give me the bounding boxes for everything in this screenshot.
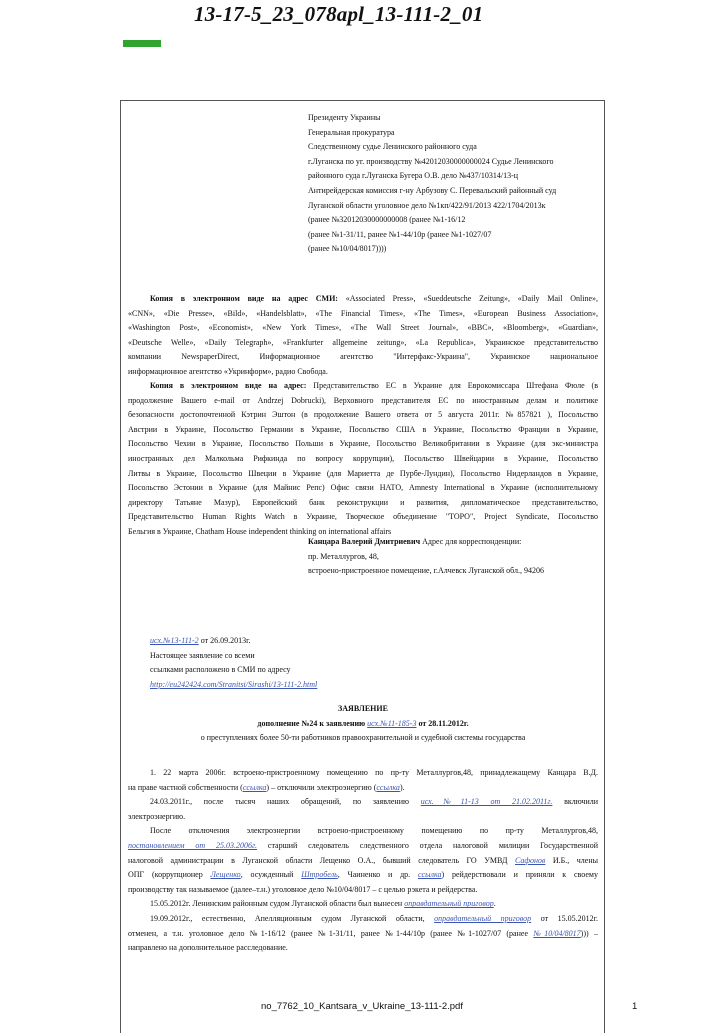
copy-embassies-line: директору Татьяне Мазур), Европейский банк реконструкции и развития, дипломатическое представительство,: [128, 497, 598, 507]
address-line: районного суда г.Луганска Бугера О.В. дело №437/10314/13-ц: [308, 171, 519, 181]
copy-media-line: [128, 292, 598, 307]
copy-media-line: «Deutsche Welle», «Daily Telegraph», «Frankfurter allgemeine zeitung», «La Republica», Украинское представительство: [128, 337, 598, 347]
address-line: Следственному судье Ленинского районного суда: [308, 142, 477, 152]
body-text: И.Б., члены: [545, 855, 599, 865]
copy-embassies-lead: Копия в электронном виде на адрес:: [150, 381, 307, 390]
body-text: включили: [552, 797, 598, 807]
copy-embassies-text: Представительство ЕС в Украине для Еврокомиссара Штефана Фюле (в: [306, 381, 598, 390]
green-tag[interactable]: [123, 40, 161, 47]
copy-media-lead: Копия в электронном виде на адрес СМИ:: [150, 294, 338, 303]
reference-link[interactable]: исх.№13-111-2: [150, 636, 199, 645]
copy-embassies-line: Литвы в Украине, Посольство Швеции в Украине (для Мариетта де Пурбе-Лундин), Посольство Нидерландов в Украине,: [128, 468, 598, 478]
address-line: Генеральная прокуратура: [308, 127, 395, 137]
body-line: [128, 927, 598, 942]
body-text: .: [493, 899, 496, 909]
copy-media-line: информационное агентство «Укринформ», радио Свобода.: [128, 366, 328, 376]
body-text: 19.09.2012г., естественно, Апелляционным судом Луганской области,: [150, 913, 435, 923]
copy-embassies-line: Бельгия в Украине, Chatham House independent thinking on international affairs: [128, 526, 392, 536]
statement-sub-link[interactable]: исх.№11-185-3: [367, 718, 417, 728]
sender-name-line: [308, 535, 598, 550]
body-link[interactable]: Лещенко: [210, 870, 241, 880]
copy-media-block: [128, 292, 598, 380]
body-link[interactable]: оправдательный приговор: [404, 899, 494, 909]
copy-embassies-block: [128, 379, 598, 540]
copy-embassies-line: Посольство Чехии в Украине, Посольство Польши в Украине, Посольство Великобритании в Украине (для экс-министра: [128, 439, 598, 449]
reference-block: [150, 634, 480, 692]
footer-page-number: 1: [632, 1001, 638, 1012]
reference-text: ссылками расположено в СМИ по адресу: [150, 665, 291, 675]
address-line: Президенту Украины: [308, 113, 381, 122]
copy-media-line: «Washington Post», «Economist», «New York Times», «The Wall Street Journal», «BBC», «Bloomberg», «Guardian»,: [128, 323, 598, 333]
reference-date: от 26.09.2013г.: [198, 636, 251, 645]
copy-media-line: «CNN», «Die Presse», «Bild», «Handelsblatt», «The Financial Times», «The Times», «European Business Association»,: [128, 308, 598, 318]
copy-embassies-line: [128, 379, 598, 394]
body-link[interactable]: ссылка: [242, 782, 267, 792]
body-text: ) рейдерствовали и приняли к своему: [441, 870, 598, 880]
copy-embassies-line: Посольство Эстонии в Украине (для Майнис Репс) Офис связи НАТО, Amnesty International в Украине (исполнительному: [128, 483, 598, 493]
body-line: [128, 868, 598, 883]
body-line: После отключения электроэнергии встроено-пристроенному помещению по пр-ту Металлургов,48,: [150, 826, 598, 836]
reference-line: [150, 634, 480, 649]
address-line: г.Луганска по уг. производству №42012030000000024 Судье Ленинского: [308, 156, 554, 166]
address-line: (ранее №10/04/8017)))): [308, 244, 387, 254]
statement-subheading: [128, 717, 598, 732]
body-line: [128, 781, 598, 796]
address-line: (ранее №1-31/11, ранее №1-44/10р (ранее №1-1027/07: [308, 229, 492, 239]
copy-embassies-line: Представительство Human Rights Watch в Украине, Творческое объединение "ТОРО", Project Syndicate, Посольство: [128, 512, 598, 522]
body-link[interactable]: исх.№11-13 от 21.02.2011г.: [420, 797, 553, 807]
copy-embassies-line: продолжение Вашего e-mail от Andrzej Dobrucki), Верховного представителя ЕС по иностранным делам и политике: [128, 395, 598, 405]
body-line: [128, 912, 598, 927]
copy-media-line: компании NewspaperDirect, Информационное агентство "Интерфакс-Украина", Украинское национальное: [128, 352, 598, 362]
body-text: , осужденный: [240, 870, 302, 880]
body-line: производству так называемое (далее–т.н.) уголовное дело №10/04/8017 – с целью рэкета и рейдерства.: [128, 884, 478, 894]
statement-body: [128, 766, 598, 956]
body-link[interactable]: оправдательный приговор: [434, 913, 532, 923]
body-line: электроэнергию.: [128, 811, 186, 821]
body-text: старший следователь следственного отдела налоговой милиции Государственной: [257, 840, 598, 850]
body-text: ОПГ (коррупционер: [128, 870, 211, 880]
body-text: 15.05.2012г. Ленинским районным судом Луганской области был вынесен: [150, 899, 405, 909]
address-line: Луганской области уголовное дело №1кп/422/91/2013 422/1704/2013к: [308, 200, 546, 210]
address-line: (ранее №32012030000000008 (ранее №1-16/12: [308, 215, 466, 225]
footer-filename: no_7762_10_Kantsara_v_Ukraine_13-111-2.pdf: [261, 1001, 463, 1012]
body-text: ))) –: [580, 928, 598, 938]
statement-sub-pre: дополнение №24 к заявлению: [257, 718, 368, 728]
statement-heading-block: [128, 702, 598, 746]
address-block: [308, 111, 598, 257]
body-text: на праве частной собственности (: [128, 782, 243, 792]
body-text: , Чаиненко и др.: [337, 870, 418, 880]
body-line: [128, 854, 598, 869]
body-text: от 15.05.2012г.: [531, 913, 598, 923]
statement-sub-post: от 28.11.2012г.: [416, 718, 469, 728]
document-title: 13-17-5_23_078apl_13-111-2_01: [194, 2, 484, 26]
body-text: ) – отключили электроэнергию (: [266, 782, 377, 792]
body-line: 1. 22 марта 2006г. встроено-пристроенному помещению по пр-ту Металлургов,48, принадлежащему Канцара В.Д.: [150, 768, 598, 777]
body-line: [128, 897, 598, 912]
body-text: налоговой администрации в Луганской области Лещенко О.А., бывший следователь ГО УМВД: [128, 855, 515, 865]
body-link[interactable]: Штробель: [301, 870, 338, 880]
body-link[interactable]: постановлением от 25.03.2006г.: [128, 840, 258, 850]
body-text: 24.03.2011г., после тысяч наших обращений, по заявлению: [150, 797, 421, 807]
sender-block: [308, 535, 598, 579]
copy-media-text: «Associated Press», «Sueddeutsche Zeitung», «Daily Mail Online»,: [345, 294, 599, 303]
body-line: [128, 795, 598, 810]
body-text: отменен, а т.н. уголовное дело №1-16/12 (ранее №1-31/11, ранее №1-44/10р (ранее №1-1027/07 (ранее: [128, 928, 534, 938]
sender-name: Канцара Валерий Дмитриевич: [308, 537, 421, 546]
sender-address-label: Адрес для корреспонденции:: [420, 537, 522, 546]
body-line: направлено на дополнительное расследование.: [128, 943, 288, 953]
body-link[interactable]: ссылка: [376, 782, 400, 792]
address-line: Антирейдерская комиссия г-ну Арбузову С. Перевальский районный суд: [308, 185, 557, 195]
statement-about: о преступлениях более 50-ти работников правоохранительной и судебной системы государства: [200, 733, 526, 743]
body-text: ).: [399, 782, 405, 792]
sender-street: пр. Металлургов, 48,: [308, 551, 379, 561]
statement-heading: ЗАЯВЛЕНИЕ: [338, 704, 388, 713]
reference-url-link[interactable]: http://eu242424.com/Stranitsi/Sirashi/13-111-2.html: [150, 679, 318, 689]
body-link[interactable]: Сафонов: [514, 855, 546, 865]
body-link[interactable]: ссылка: [417, 870, 442, 880]
sender-premises: встроено-пристроенное помещение, г.Алчевск Луганской обл., 94206: [308, 566, 545, 576]
copy-embassies-line: безопасности достопочтенной Кэтрин Эштон (в продолжение Вашего ответа от 5 августа 2011г. №857821 ), Посольство: [128, 410, 598, 420]
reference-text: Настоящее заявление со всеми: [150, 650, 255, 660]
body-link[interactable]: №10/04/8017: [533, 928, 581, 938]
copy-embassies-line: иностранных дел Малкольма Рифкинда по вопросу коррупции), Посольство Швейцарии в Украине, Посольство: [128, 453, 598, 463]
body-line: [128, 839, 598, 854]
copy-embassies-line: Австрии в Украине, Посольство Германии в Украине, Посольство США в Украине, Посольство Франции в Украине,: [128, 424, 598, 434]
